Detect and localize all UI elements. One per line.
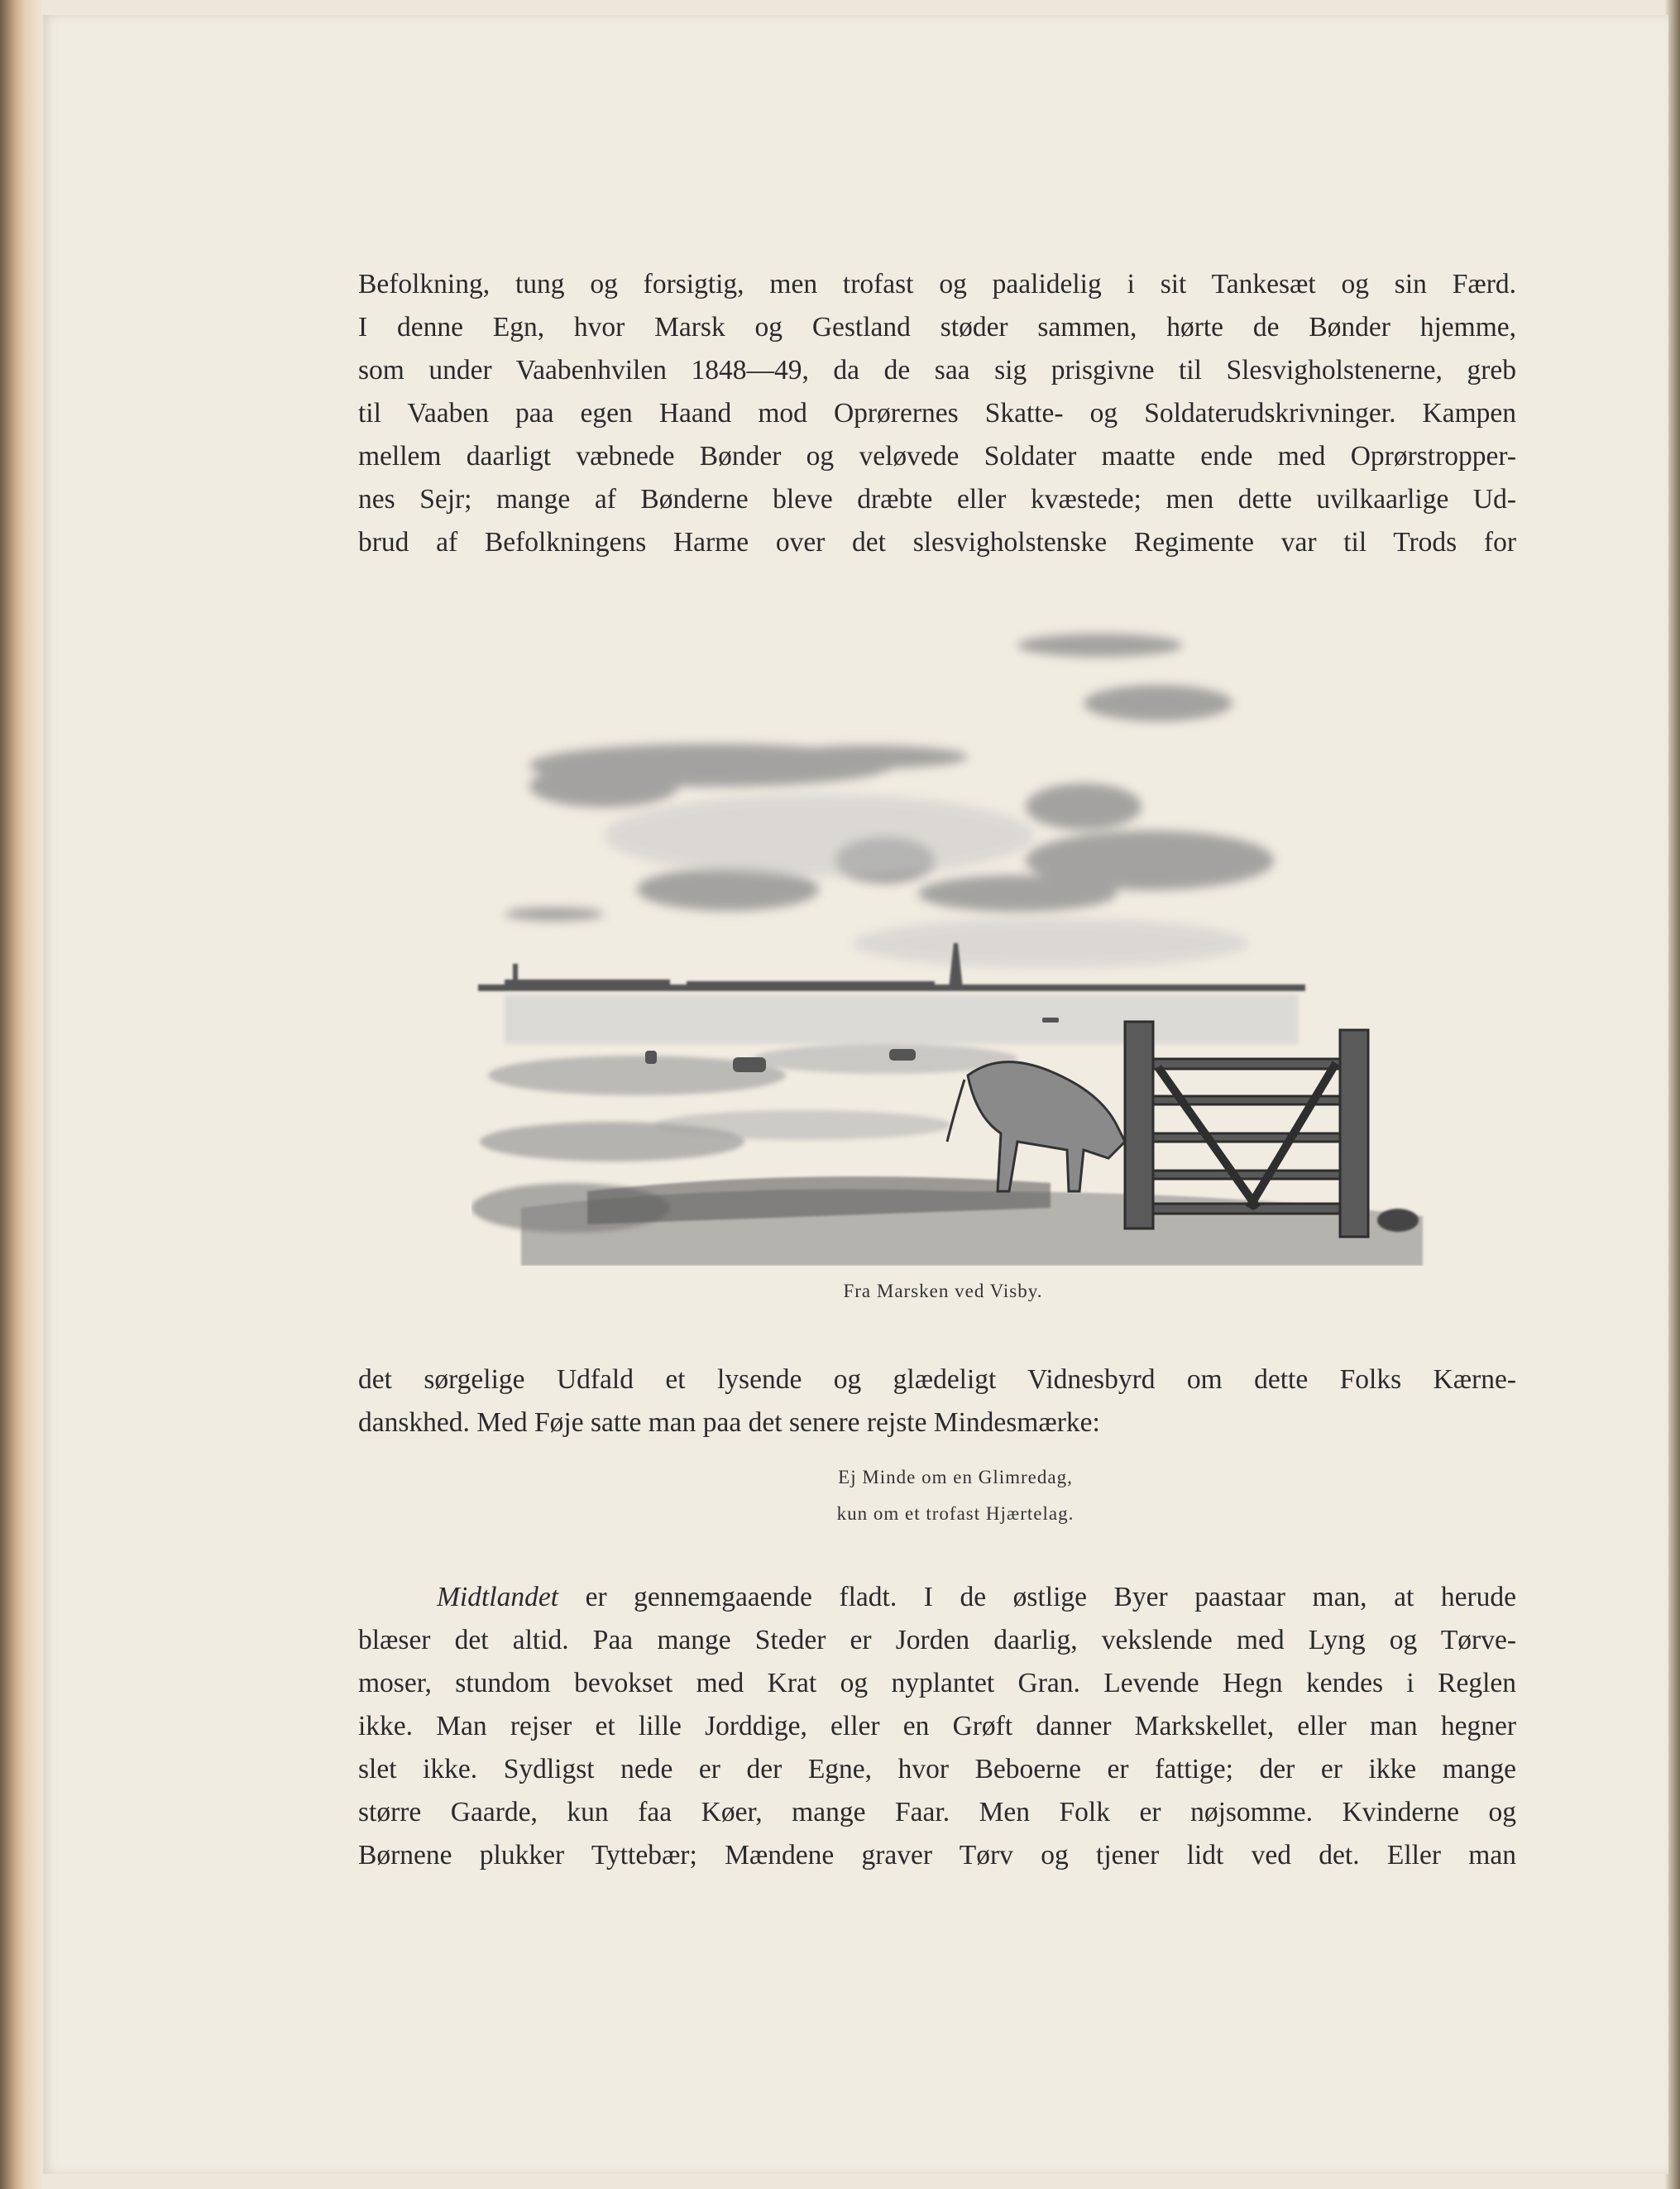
text-line: danskhed. Med Føje satte man paa det senere rejste Mindesmærke: bbox=[358, 1407, 1100, 1438]
text-fragment: er gennemgaaende fladt. I de østlige Byer paastaar man, at herude bbox=[558, 1582, 1516, 1612]
paragraph-3 bbox=[358, 1576, 1516, 1877]
text-line: det sørgelige Udfald et lysende og glædeligt Vidnesbyrd om dette Folks Kærne- bbox=[358, 1364, 1516, 1395]
text-line: moser, stundom bevokset med Krat og nyplantet Gran. Levende Hegn kendes i Reglen bbox=[358, 1668, 1516, 1698]
text-line: blæser det altid. Paa mange Steder er Jorden daarlig, vekslende med Lyng og Tørve- bbox=[358, 1625, 1516, 1655]
text-line: Befolkning, tung og forsigtig, men trofast og paalidelig i sit Tankesæt og sin Færd. bbox=[358, 269, 1516, 299]
italic-term: Midtlandet bbox=[437, 1582, 559, 1612]
inscription-verse bbox=[662, 1459, 1249, 1532]
verse-line: kun om et trofast Hjærtelag. bbox=[836, 1503, 1075, 1524]
text-line: nes Sejr; mange af Bønderne bleve dræbte eller kvæstede; men dette uvilkaarlige Ud- bbox=[358, 484, 1516, 515]
text-line: mellem daarligt væbnede Bønder og veløvede Soldater maatte ende med Oprørstropper- bbox=[358, 441, 1516, 472]
text-line: I denne Egn, hvor Marsk og Gestland støder sammen, hørte de Bønder hjemme, bbox=[358, 312, 1516, 342]
text-line: til Vaaben paa egen Haand mod Oprørernes Skatte- og Soldaterudskrivninger. Kampen bbox=[358, 398, 1516, 429]
verse-line: Ej Minde om en Glimredag, bbox=[838, 1467, 1073, 1487]
marsh-illustration bbox=[471, 612, 1431, 1266]
text-line: brud af Befolkningens Harme over det slesvigholstenske Regimente var til Trods for bbox=[358, 527, 1516, 558]
text-line: Børnene plukker Tyttebær; Mændene graver Tørv og tjener lidt ved det. Eller man bbox=[358, 1840, 1516, 1870]
illustration-caption: Fra Marsken ved Visby. bbox=[843, 1281, 1043, 1301]
text-line: ikke. Man rejser et lille Jorddige, eller en Grøft danner Markskellet, eller man hegner bbox=[358, 1711, 1516, 1741]
text-line bbox=[358, 1576, 1516, 1619]
paragraph-2 bbox=[358, 1358, 1516, 1444]
text-line: som under Vaabenhvilen 1848—49, da de saa sig prisgivne til Slesvigholstenerne, greb bbox=[358, 355, 1516, 386]
text-line: slet ikke. Sydligst nede er der Egne, hvor Beboerne er fattige; der er ikke mange bbox=[358, 1754, 1516, 1784]
text-line: større Gaarde, kun faa Køer, mange Faar. Men Folk er nøjsomme. Kvinderne og bbox=[358, 1797, 1516, 1827]
paragraph-1 bbox=[358, 263, 1516, 564]
